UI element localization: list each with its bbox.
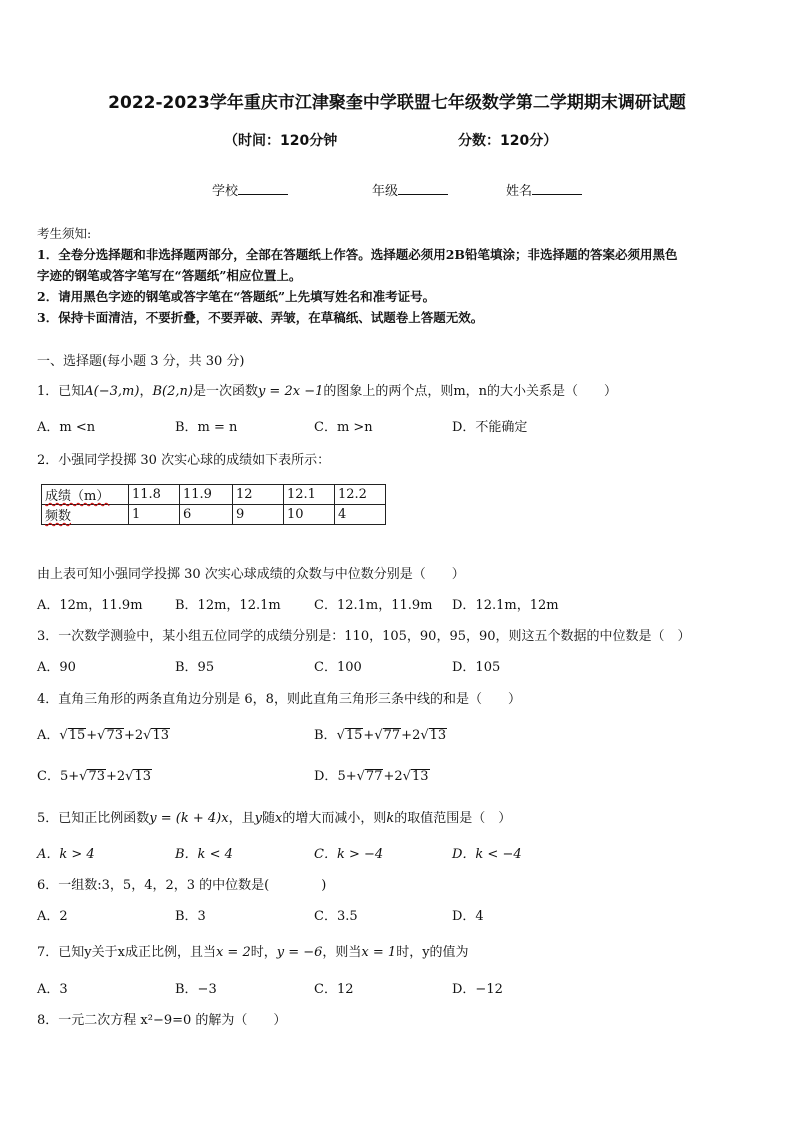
notice-item-3: 3．保持卡面清洁，不要折叠，不要弄破、弄皱，在草稿纸、试题卷上答题无效。 (37, 310, 484, 325)
question-3: 3．一次数学测验中，某小组五位同学的成绩分别是：110，105，90，95，90，则这五个数据的中位数是（ ） (37, 629, 691, 644)
q2-question-text: 由上表可知小强同学投掷 30 次实心球成绩的众数与中位数分别是（ ） (37, 567, 465, 582)
grade-blank[interactable] (398, 182, 448, 195)
q4-option-d[interactable]: D．5+√77+2√13 (314, 769, 429, 784)
q4-option-b[interactable]: B．√15+√77+2√13 (314, 728, 447, 743)
q7-option-b[interactable]: B．−3 (175, 982, 217, 997)
q2-option-b[interactable]: B．12m，12.1m (175, 598, 281, 613)
table-cell: 12 (233, 485, 284, 505)
exam-score: 分数：120分） (458, 133, 558, 149)
exam-title: 2022-2023学年重庆市江津聚奎中学联盟七年级数学第二学期期末调研试题 (108, 93, 686, 113)
q1-point-a: A(−3,m) (84, 384, 140, 399)
table-cell: 11.9 (180, 485, 233, 505)
table-header-cell: 成绩（m） (42, 485, 129, 505)
q3-option-c[interactable]: C．100 (314, 660, 362, 675)
notice-item-2: 2．请用黑色字迹的钢笔或答字笔在“答题纸”上先填写姓名和准考证号。 (37, 289, 436, 304)
notice-item-1-cont: 字迹的钢笔或答字笔写在“答题纸”相应位置上。 (37, 268, 302, 283)
question-8: 8．一元二次方程 x²−9=0 的解为（ ） (37, 1013, 287, 1028)
notice-item-1: 1．全卷分选择题和非选择题两部分，全部在答题纸上作答。选择题必须用2B铅笔填涂；非选择题的答案必须用黑色 (37, 247, 678, 262)
name-blank[interactable] (532, 182, 582, 195)
table-row (42, 505, 386, 525)
table-cell: 11.8 (129, 485, 180, 505)
table-header-cell: 频数 (42, 505, 129, 525)
score-table (41, 484, 386, 525)
question-2: 2．小强同学投掷 30 次实心球的成绩如下表所示： (37, 453, 331, 468)
table-cell: 12.2 (335, 485, 386, 505)
question-4: 4．直角三角形的两条直角边分别是 6，8，则此直角三角形三条中线的和是（ ） (37, 692, 521, 707)
q1-option-c[interactable]: C．m >n (314, 420, 373, 435)
q7-option-c[interactable]: C．12 (314, 982, 354, 997)
notice-heading: 考生须知: (37, 226, 92, 241)
q5-option-b[interactable]: B．k < 4 (175, 847, 233, 862)
table-cell: 9 (233, 505, 284, 525)
grade-field (372, 180, 448, 199)
question-6: 6．一组数:3，5，4，2，3 的中位数是( ) (37, 878, 327, 893)
table-cell: 12.1 (284, 485, 335, 505)
q1-function: y = 2x −1 (257, 384, 324, 399)
name-label: 姓名 (506, 184, 533, 199)
table-cell: 10 (284, 505, 335, 525)
q1-suffix: 的图象上的两个点，则m，n的大小关系是（ ） (323, 384, 618, 399)
school-field (212, 180, 288, 199)
school-label: 学校 (212, 184, 239, 199)
school-blank[interactable] (238, 182, 288, 195)
name-field (506, 180, 582, 199)
table-cell: 1 (129, 505, 180, 525)
q6-option-a[interactable]: A．2 (37, 909, 68, 924)
table-cell: 6 (180, 505, 233, 525)
q4-option-a[interactable]: A．√15+√73+2√13 (37, 728, 170, 743)
q5-option-a[interactable]: A．k > 4 (37, 847, 95, 862)
table-cell: 4 (335, 505, 386, 525)
q6-option-d[interactable]: D．4 (452, 909, 484, 924)
question-5: 5．已知正比例函数y = (k + 4)x，且y随x的增大而减小，则k的取值范围是（ ） (37, 811, 512, 826)
q1-sep: ， (139, 384, 153, 399)
q5-option-c[interactable]: C．k > −4 (314, 847, 384, 862)
q1-option-a[interactable]: A．m <n (37, 420, 96, 435)
q2-option-d[interactable]: D．12.1m，12m (452, 598, 559, 613)
exam-time: （时间：120分钟 (224, 133, 338, 149)
q1-option-b[interactable]: B．m = n (175, 420, 238, 435)
q6-option-c[interactable]: C．3.5 (314, 909, 358, 924)
q1-option-d[interactable]: D．不能确定 (452, 420, 528, 435)
q4-option-c[interactable]: C．5+√73+2√13 (37, 769, 152, 784)
question-7: 7．已知y关于x成正比例，且当x = 2时，y = −6，则当x = 1时，y的值为 (37, 945, 469, 960)
section-heading: 一、选择题(每小题 3 分，共 30 分) (37, 354, 245, 369)
q6-option-b[interactable]: B．3 (175, 909, 206, 924)
q3-option-b[interactable]: B．95 (175, 660, 215, 675)
q3-option-a[interactable]: A．90 (37, 660, 76, 675)
q2-option-c[interactable]: C．12.1m，11.9m (314, 598, 433, 613)
q1-mid: 是一次函数 (192, 384, 258, 399)
q1-point-b: B(2,n) (152, 384, 193, 399)
q5-option-d[interactable]: D．k < −4 (452, 847, 522, 862)
q1-prefix: 1．已知 (37, 384, 85, 399)
question-1 (37, 380, 617, 399)
table-row (42, 485, 386, 505)
grade-label: 年级 (372, 184, 399, 199)
q3-option-d[interactable]: D．105 (452, 660, 501, 675)
q7-option-d[interactable]: D．−12 (452, 982, 503, 997)
q2-option-a[interactable]: A．12m，11.9m (37, 598, 143, 613)
q7-option-a[interactable]: A．3 (37, 982, 68, 997)
